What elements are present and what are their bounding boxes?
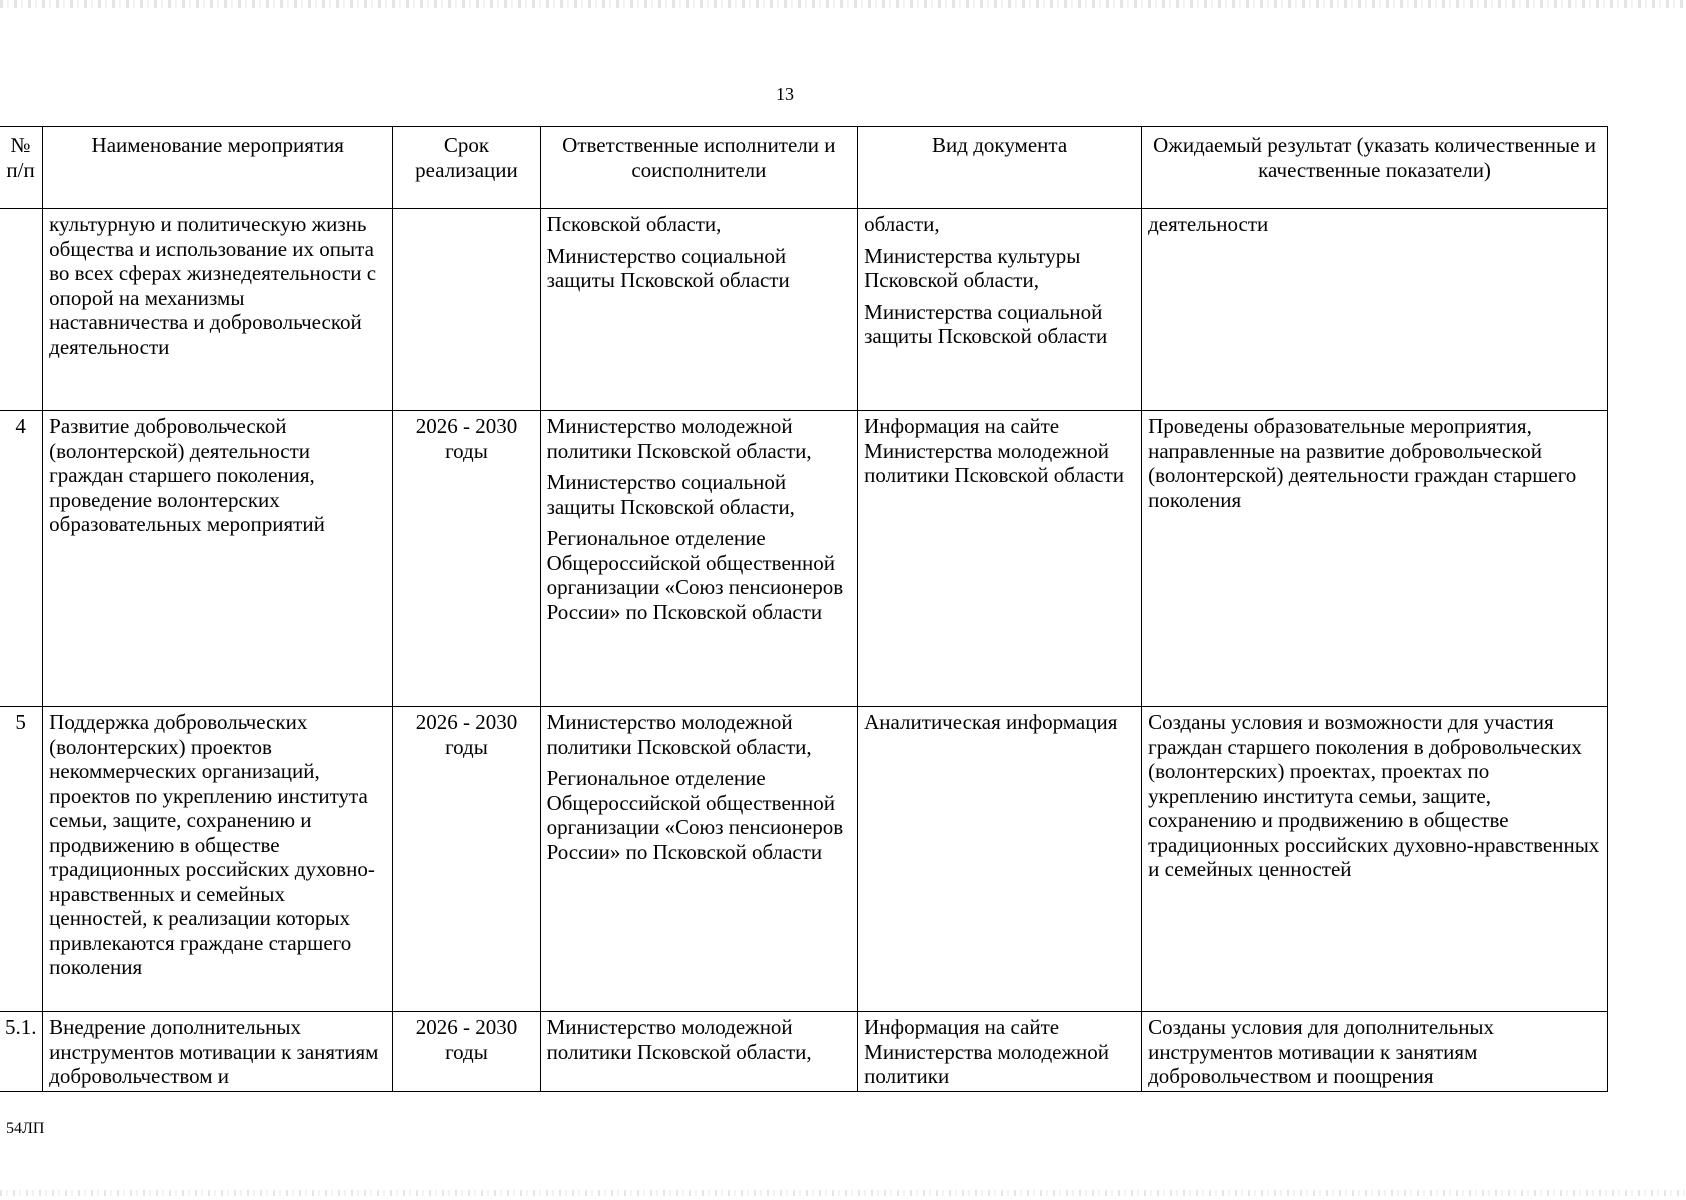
table-row [0, 411, 1608, 707]
header-num: № п/п [0, 127, 43, 209]
responsible-entry: Министерство социальной защиты Псковской области, [546, 470, 795, 519]
responsible-entry: Региональное отделение Общероссийской общественной организации «Союз пенсионеров России» по Псковской области [546, 766, 844, 864]
table-row [0, 209, 1608, 411]
row-number: 4 [0, 411, 43, 707]
events-table [0, 126, 1608, 1092]
event-document-type [858, 209, 1142, 411]
document-entry: области, [864, 212, 940, 236]
event-document-type [858, 411, 1142, 707]
row-number: 5 [0, 707, 43, 1012]
page-number: 13 [776, 84, 794, 104]
responsible-entry: Министерство молодежной политики Псковской области, [546, 710, 812, 759]
document-code: 54ЛП [6, 1120, 45, 1137]
header-name: Наименование мероприятия [43, 127, 393, 209]
document-entry: Министерства социальной защиты Псковской области [864, 299, 1108, 348]
header-responsible: Ответственные исполнители и соисполнители [540, 127, 858, 209]
event-responsible [540, 1012, 858, 1092]
scan-edge-top [0, 0, 1686, 8]
event-term: 2026 - 2030 годы [393, 411, 540, 707]
document-entry: Информация на сайте Министерства молодежной политики [864, 1015, 1109, 1088]
event-name: культурную и политическую жизнь общества и использование их опыта во всех сферах жизнедеятельности с опорой на механизмы наставничества и добровольческой деятельности [43, 209, 393, 411]
event-expected-result: деятельности [1142, 209, 1608, 411]
table-row [0, 1012, 1608, 1092]
event-expected-result: Созданы условия и возможности для участия граждан старшего поколения в добровольческих (волонтерских) проектах, проектах по укреплению института семьи, защите, сохранению и продвижению в обществе традиционных российских духовно-нравственных и семейных ценностей [1142, 707, 1608, 1012]
header-term: Срок реализации [393, 127, 540, 209]
responsible-entry: Региональное отделение Общероссийской общественной организации «Союз пенсионеров России» по Псковской области [546, 526, 844, 624]
event-document-type [858, 1012, 1142, 1092]
scan-edge-bottom [0, 1190, 1686, 1196]
row-number: 5.1. [0, 1012, 43, 1092]
row-number [0, 209, 43, 411]
event-name: Развитие добровольческой (волонтерской) деятельности граждан старшего поколения, проведение волонтерских образовательных мероприятий [43, 411, 393, 707]
event-responsible [540, 411, 858, 707]
header-document-type: Вид документа [858, 127, 1142, 209]
responsible-entry: Министерство молодежной политики Псковской области, [546, 1015, 812, 1064]
event-expected-result: Созданы условия для дополнительных инструментов мотивации к занятиям добровольчеством и поощрения [1142, 1012, 1608, 1092]
event-term [393, 209, 540, 411]
event-term: 2026 - 2030 годы [393, 1012, 540, 1092]
event-name: Поддержка добровольческих (волонтерских) проектов некоммерческих организаций, проектов по укреплению института семьи, защите, сохранению и продвижению в обществе традиционных российских духовно-нравственных и семейных ценностей, к реализации которых привлекаются граждане старшего поколения [43, 707, 393, 1012]
event-responsible [540, 209, 858, 411]
document-entry: Информация на сайте Министерства молодежной политики Псковской области [864, 414, 1124, 487]
responsible-entry: Министерство социальной защиты Псковской области [546, 243, 790, 292]
header-expected-result: Ожидаемый результат (указать количественные и качественные показатели) [1142, 127, 1608, 209]
document-entry: Аналитическая информация [864, 710, 1118, 734]
table-row [0, 707, 1608, 1012]
event-term: 2026 - 2030 годы [393, 707, 540, 1012]
table-header-row [0, 127, 1608, 209]
responsible-entry: Псковской области, [546, 212, 722, 236]
event-responsible [540, 707, 858, 1012]
event-expected-result: Проведены образовательные мероприятия, направленные на развитие добровольческой (волонтерской) деятельности граждан старшего поколения [1142, 411, 1608, 707]
event-document-type [858, 707, 1142, 1012]
document-entry: Министерства культуры Псковской области, [864, 243, 1081, 292]
event-name: Внедрение дополнительных инструментов мотивации к занятиям добровольчеством и [43, 1012, 393, 1092]
responsible-entry: Министерство молодежной политики Псковской области, [546, 414, 812, 463]
